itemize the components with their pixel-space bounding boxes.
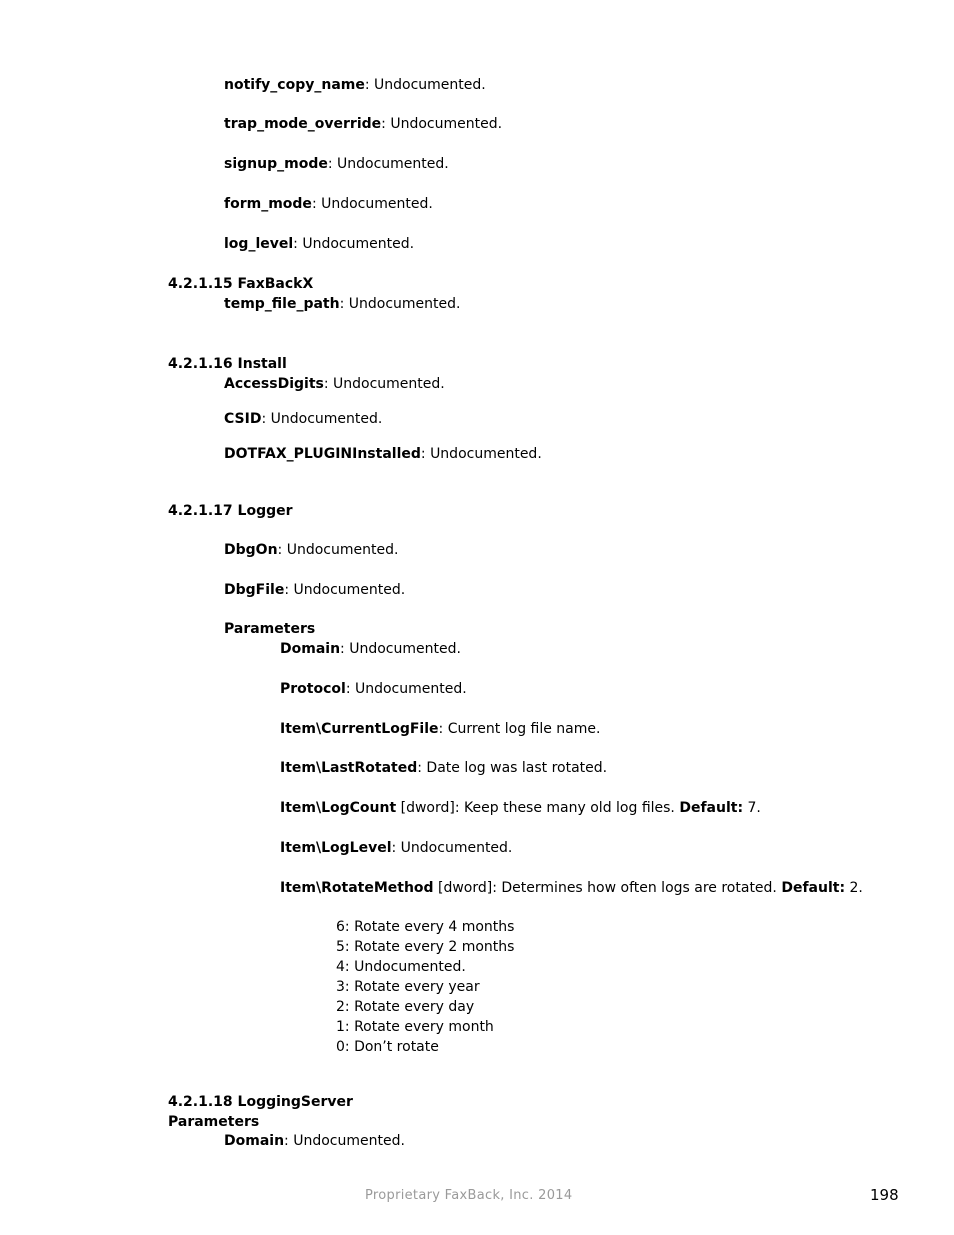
section-heading-logger: 4.2.1.17 Logger (168, 503, 293, 519)
list-item: 1: Rotate every month (336, 1019, 494, 1035)
page-number: 198 (870, 1186, 899, 1204)
list-item: 4: Undocumented. (336, 959, 466, 975)
entry-csid: CSID: Undocumented. (224, 411, 383, 427)
entry-last-rotated: Item\LastRotated: Date log was last rotated. (280, 760, 608, 776)
section-heading-install: 4.2.1.16 Install (168, 356, 287, 372)
entry-notify-copy-name: notify_copy_name: Undocumented. (224, 77, 486, 93)
entry-dbg-on: DbgOn: Undocumented. (224, 542, 399, 558)
subheading-parameters-logging-server: Parameters (168, 1114, 260, 1130)
entry-access-digits: AccessDigits: Undocumented. (224, 376, 445, 392)
entry-dbg-file: DbgFile: Undocumented. (224, 582, 406, 598)
list-item: 3: Rotate every year (336, 979, 480, 995)
list-item: 6: Rotate every 4 months (336, 919, 515, 935)
list-item: 0: Don’t rotate (336, 1039, 439, 1055)
entry-current-log-file: Item\CurrentLogFile: Current log file name. (280, 721, 601, 737)
list-item: 2: Rotate every day (336, 999, 475, 1015)
section-heading-faxbackx: 4.2.1.15 FaxBackX (168, 276, 314, 292)
footer-text: Proprietary FaxBack, Inc. 2014 (365, 1188, 573, 1203)
entry-domain: Domain: Undocumented. (280, 641, 461, 657)
entry-log-level: log_level: Undocumented. (224, 236, 415, 252)
subheading-parameters-logger: Parameters (224, 621, 316, 637)
entry-trap-mode-override: trap_mode_override: Undocumented. (224, 116, 503, 132)
entry-form-mode: form_mode: Undocumented. (224, 196, 433, 212)
entry-domain-logging-server: Domain: Undocumented. (224, 1133, 405, 1149)
list-item: 5: Rotate every 2 months (336, 939, 515, 955)
entry-dotfax-plugin-installed: DOTFAX_PLUGINInstalled: Undocumented. (224, 446, 542, 462)
entry-protocol: Protocol: Undocumented. (280, 681, 467, 697)
entry-log-level-item: Item\LogLevel: Undocumented. (280, 840, 513, 856)
section-heading-logging-server: 4.2.1.18 LoggingServer (168, 1094, 353, 1110)
entry-signup-mode: signup_mode: Undocumented. (224, 156, 449, 172)
entry-temp-file-path: temp_file_path: Undocumented. (224, 296, 461, 312)
entry-log-count: Item\LogCount [dword]: Keep these many old log files. Default: 7. (280, 800, 761, 816)
entry-rotate-method: Item\RotateMethod [dword]: Determines how often logs are rotated. Default: 2. (280, 880, 863, 896)
